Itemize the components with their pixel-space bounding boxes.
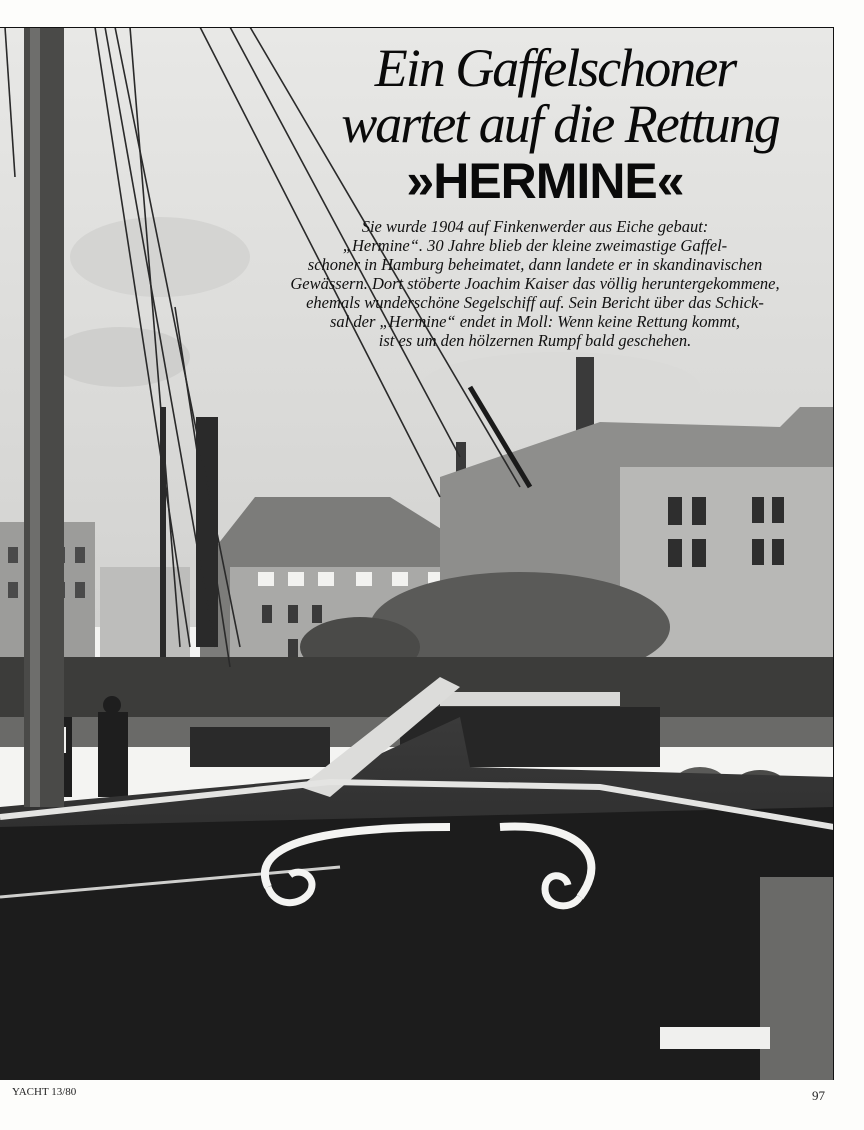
article-intro — [225, 217, 845, 350]
intro-line: Gewässern. Dort stöberte Joachim Kaiser das völlig heruntergekommene, — [290, 274, 780, 293]
title-line-2: wartet auf die Rettung — [341, 94, 779, 154]
intro-line: ist es um den hölzernen Rumpf bald geschehen. — [378, 331, 692, 350]
boat-name: »HERMINE« — [406, 153, 684, 209]
intro-line: Sie wurde 1904 auf Finkenwerder aus Eiche gebaut: — [361, 217, 709, 236]
article-headline — [300, 40, 780, 210]
intro-line: sal der „Hermine“ endet in Moll: Wenn keine Rettung kommt, — [330, 312, 740, 331]
intro-line: „Hermine“. 30 Jahre blieb der kleine zweimastige Gaffel- — [342, 236, 728, 255]
intro-line: schoner in Hamburg beheimatet, dann landete er in skandinavischen — [307, 255, 763, 274]
intro-line: ehemals wunderschöne Segelschiff auf. Sein Bericht über das Schick- — [306, 293, 764, 312]
page-number: 97 — [812, 1088, 825, 1103]
title-line-1: Ein Gaffelschoner — [374, 38, 736, 98]
magazine-issue: YACHT 13/80 — [12, 1086, 77, 1098]
